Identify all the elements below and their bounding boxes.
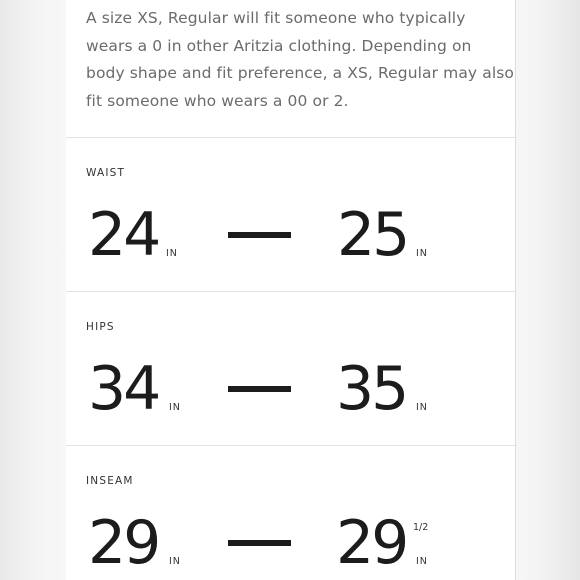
measurement-label: HIPS	[86, 321, 115, 333]
fit-description-line: wears a 0 in other Aritzia clothing. Depending on	[86, 36, 472, 55]
measurement-max-unit: IN	[416, 556, 428, 567]
measurement-min-unit: IN	[169, 402, 181, 413]
measurement-label: INSEAM	[86, 475, 134, 487]
measurement-label: WAIST	[86, 167, 126, 179]
fit-description-line: fit someone who wears a 00 or 2.	[86, 91, 349, 110]
measurement-max-unit: IN	[416, 402, 428, 413]
measurement-min-value: 34	[88, 354, 159, 424]
fit-description-line: A size XS, Regular will fit someone who typically	[86, 9, 466, 27]
range-dash	[228, 540, 291, 546]
measurement-hips	[66, 292, 515, 446]
measurement-max-fraction: 1/2	[413, 522, 429, 533]
measurement-max-value: 35	[336, 354, 407, 424]
range-dash	[228, 386, 291, 392]
measurement-max-value: 29	[336, 508, 407, 578]
measurement-min-unit: IN	[169, 556, 181, 567]
measurement-waist	[66, 138, 515, 292]
measurement-min-unit: IN	[166, 248, 178, 259]
measurement-max-unit: IN	[416, 248, 428, 259]
range-dash	[228, 232, 291, 238]
measurement-inseam	[66, 446, 515, 580]
size-guide-panel	[66, 0, 516, 580]
measurement-min-value: 24	[88, 200, 159, 270]
fit-description	[86, 5, 526, 115]
measurement-min-value: 29	[88, 508, 159, 578]
fit-description-line: body shape and fit preference, a XS, Regular may also	[86, 64, 514, 82]
measurement-max-value: 25	[337, 200, 408, 270]
